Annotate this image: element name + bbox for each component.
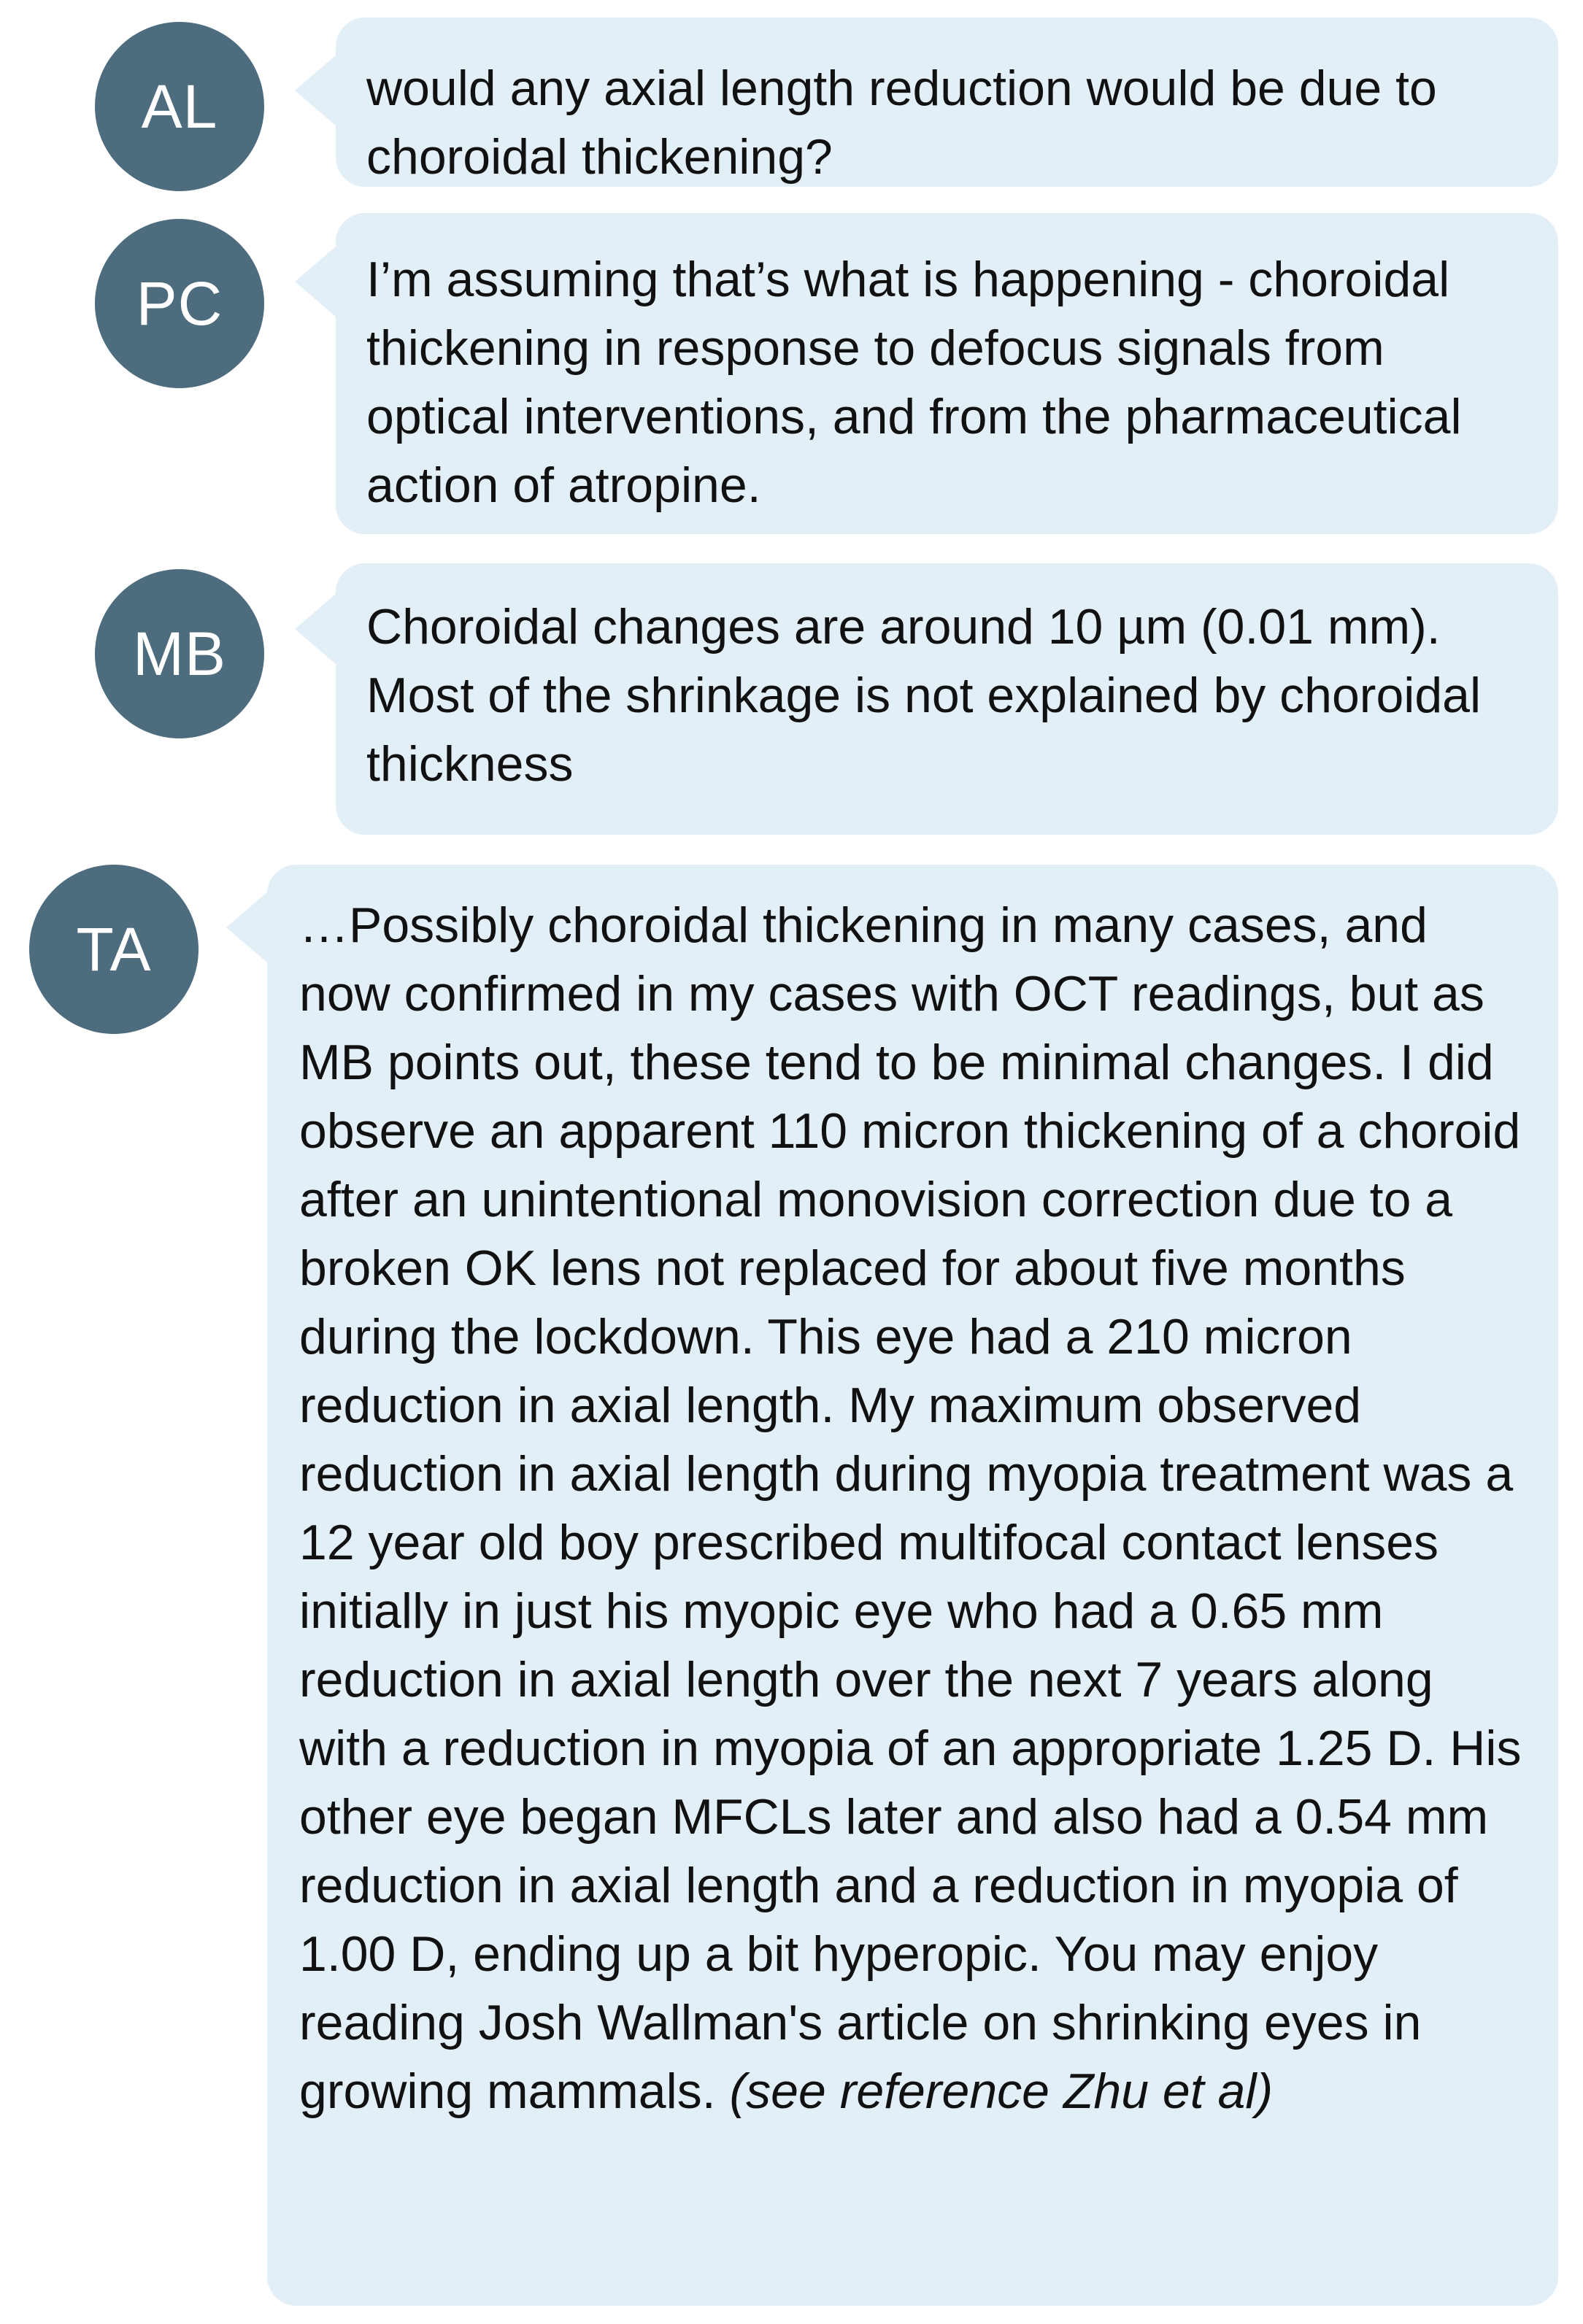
message-text: would any axial length reduction would be due to choroidal thickening? xyxy=(366,61,1437,185)
message-text xyxy=(299,891,1526,2126)
avatar-initials: AL xyxy=(141,72,218,141)
avatar-pc xyxy=(95,219,264,388)
message-bubble-al xyxy=(336,18,1558,187)
avatar-al xyxy=(95,22,264,191)
avatar-initials: PC xyxy=(136,269,223,338)
avatar-initials: MB xyxy=(133,619,226,688)
message-text: I’m assuming that’s what is happening - choroidal thickening in response to defocus signals from optical interventions, and from the pharmaceutical action of atropine. xyxy=(366,252,1462,513)
reference-note: (see reference Zhu et al) xyxy=(729,2064,1274,2119)
message-bubble-mb xyxy=(336,563,1558,835)
message-body: …Possibly choroidal thickening in many cases, and now confirmed in my cases with OCT readings, but as MB points out, these tend to be minimal changes. I did observe an apparent 110 micron thickening of a choroid after an unintentional monovision correction due to a broken OK lens not replaced for about five months during the lockdown. This eye had a 210 micron reduction in axial length. My maximum observed reduction in axial length during myopia treatment was a 12 year old boy prescribed multifocal contact lenses initially in just his myopic eye who had a 0.65 mm reduction in axial length over the next 7 years along with a reduction in myopia of an appropriate 1.25 D. His other eye began MFCLs later and also had a 0.54 mm reduction in axial length and a reduction in myopia of 1.00 D, ending up a bit hyperopic. You may enjoy reading Josh Wallman's article on shrinking eyes in growing mammals. xyxy=(299,897,1522,2119)
avatar-initials: TA xyxy=(76,914,152,984)
avatar-ta xyxy=(29,865,199,1034)
message-text: Choroidal changes are around 10 µm (0.01 mm). Most of the shrinkage is not explained by choroidal thickness xyxy=(366,599,1482,792)
message-bubble-ta xyxy=(267,865,1558,2306)
message-bubble-pc xyxy=(336,213,1558,534)
avatar-mb xyxy=(95,569,264,738)
